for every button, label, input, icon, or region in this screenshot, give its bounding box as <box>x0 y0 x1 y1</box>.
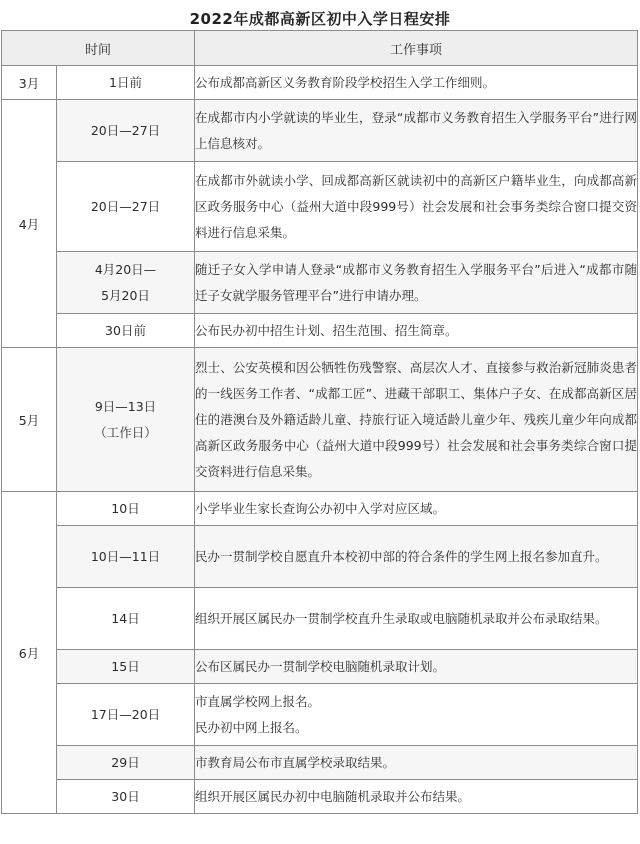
table-row <box>2 746 638 780</box>
table-row <box>2 684 638 746</box>
month-cell-june: 6月 <box>2 492 57 814</box>
time-cell: 30日前 <box>57 314 195 348</box>
task-cell: 烈士、公安英模和因公牺牲伤残警察、高层次人才、直接参与救治新冠肺炎患者的一线医务工作者、“成都工匠”、进藏干部职工、集体户子女、在成都高新区居住的港澳台及外籍适龄儿童、持旅行证入境适龄儿童少年、残疾儿童少年向成都高新区政务服务中心（益州大道中段999号）社会发展和社会事务类综合窗口提交资料进行信息采集。 <box>195 348 638 492</box>
time-cell: 29日 <box>57 746 195 780</box>
table-row <box>2 66 638 100</box>
time-cell: 10日—11日 <box>57 526 195 588</box>
task-cell: 公布民办初中招生计划、招生范围、招生简章。 <box>195 314 638 348</box>
time-cell: 30日 <box>57 780 195 814</box>
table-row <box>2 314 638 348</box>
time-cell <box>57 348 195 492</box>
table-row <box>2 162 638 252</box>
task-cell: 在成都市外就读小学、回成都高新区就读初中的高新区户籍毕业生，向成都高新区政务服务中心（益州大道中段999号）社会发展和社会事务类综合窗口提交资料进行信息采集。 <box>195 162 638 252</box>
task-cell: 民办一贯制学校自愿直升本校初中部的符合条件的学生网上报名参加直升。 <box>195 526 638 588</box>
header-time: 时间 <box>2 31 195 66</box>
time-cell: 1日前 <box>57 66 195 100</box>
time-line: 9日—13日 <box>94 398 157 414</box>
time-line: 5月20日 <box>101 287 150 303</box>
table-row <box>2 492 638 526</box>
page-title: 2022年成都高新区初中入学日程安排 <box>189 10 451 28</box>
time-line: 4月20日— <box>94 261 157 277</box>
task-cell: 随迁子女入学申请人登录“成都市义务教育招生入学服务平台”后进入“成都市随迁子女就学服务管理平台”进行申请办理。 <box>195 252 638 314</box>
time-cell: 14日 <box>57 588 195 650</box>
month-cell-march: 3月 <box>2 66 57 100</box>
time-line: （工作日） <box>94 424 157 440</box>
task-cell: 市教育局公布市直属学校录取结果。 <box>195 746 638 780</box>
table-row <box>2 252 638 314</box>
table-row <box>2 348 638 492</box>
time-cell: 20日—27日 <box>57 162 195 252</box>
task-cell: 组织开展区属民办一贯制学校直升生录取或电脑随机录取并公布录取结果。 <box>195 588 638 650</box>
time-cell: 10日 <box>57 492 195 526</box>
time-cell: 17日—20日 <box>57 684 195 746</box>
task-line: 市直属学校网上报名。 <box>195 693 321 709</box>
table-row <box>2 650 638 684</box>
table-row <box>2 100 638 162</box>
task-cell: 公布成都高新区义务教育阶段学校招生入学工作细则。 <box>195 66 638 100</box>
header-task: 工作事项 <box>195 31 638 66</box>
header-row <box>2 31 638 66</box>
task-cell: 组织开展区属民办初中电脑随机录取并公布结果。 <box>195 780 638 814</box>
month-cell-may: 5月 <box>2 348 57 492</box>
task-line: 民办初中网上报名。 <box>195 719 308 735</box>
table-row <box>2 780 638 814</box>
schedule-table <box>1 30 638 814</box>
table-row <box>2 526 638 588</box>
month-cell-april: 4月 <box>2 100 57 348</box>
time-cell: 15日 <box>57 650 195 684</box>
table-row <box>2 588 638 650</box>
task-cell: 公布区属民办一贯制学校电脑随机录取计划。 <box>195 650 638 684</box>
time-cell <box>57 252 195 314</box>
task-cell: 小学毕业生家长查询公办初中入学对应区域。 <box>195 492 638 526</box>
task-cell <box>195 684 638 746</box>
task-cell: 在成都市内小学就读的毕业生，登录“成都市义务教育招生入学服务平台”进行网上信息核对。 <box>195 100 638 162</box>
time-cell: 20日—27日 <box>57 100 195 162</box>
